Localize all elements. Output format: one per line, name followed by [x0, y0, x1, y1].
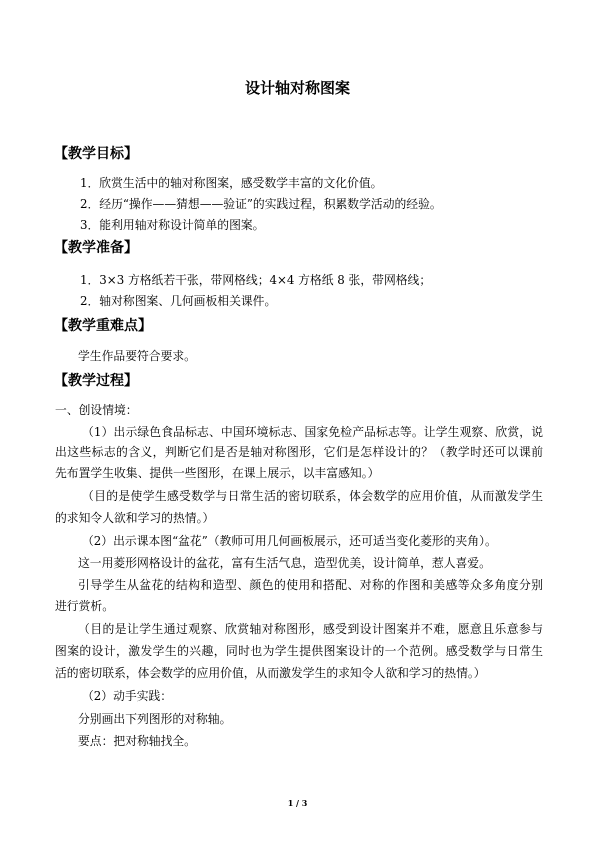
goal-item: 1．欣赏生活中的轴对称图案，感受数学丰富的文化价值。 — [80, 176, 383, 190]
paragraph-line: （目的是让学生通过观察、欣赏轴对称图形，感受到设计图案并不难，愿意且乐意参与 — [78, 622, 543, 636]
paragraph-line: （目的是使学生感受数学与日常生活的密切联系，体会数学的应用价值，从而激发学生 — [82, 489, 543, 503]
process-subheading: （2）动手实践： — [82, 689, 173, 703]
paragraph-line: 进行赏析。 — [55, 599, 114, 613]
paragraph-line: 图案的设计，激发学生的兴趣，同时也为学生提供图案设计的一个范例。感受数学与日常生 — [55, 644, 543, 658]
paragraph-line: 先布置学生收集、提供一些图形，在课上展示，以丰富感知。） — [55, 466, 380, 480]
paragraph-line: 分别画出下列图形的对称轴。 — [78, 712, 232, 726]
section-heading-preparation: 【教学准备】 — [54, 240, 138, 256]
document-title: 设计轴对称图案 — [244, 79, 350, 97]
section-heading-process: 【教学过程】 — [54, 373, 138, 389]
preparation-item: 1．3×3 方格纸若干张，带网格线；4×4 方格纸 8 张，带网格线； — [80, 273, 432, 287]
paragraph-line: （2）出示课本图“盆花”（教师可用几何画板展示，还可适当变化菱形的夹角）。 — [82, 534, 497, 548]
paragraph-line: 活的密切联系，体会数学的应用价值，从而激发学生的求知令人欲和学习的热情。） — [55, 666, 486, 680]
key-point-item: 学生作品要符合要求。 — [78, 349, 196, 363]
process-subheading: 一、创设情境： — [55, 403, 138, 417]
paragraph-line: 引导学生从盆花的结构和造型、颜色的使用和搭配、对称的作图和美感等众多角度分别 — [78, 578, 543, 592]
goal-item: 3．能利用轴对称设计简单的图案。 — [80, 218, 265, 232]
paragraph-line: （1）出示绿色食品标志、中国环境标志、国家免检产品标志等。让学生观察、欣赏，说 — [82, 425, 543, 439]
paragraph-line: 要点：把对称轴找全。 — [78, 734, 196, 748]
paragraph-line: 的求知令人欲和学习的热情。） — [55, 511, 215, 525]
page-number: 1 / 3 — [287, 798, 308, 808]
paragraph-line: 这一用菱形网格设计的盆花，富有生活气息，造型优美，设计简单，惹人喜爱。 — [78, 556, 491, 570]
preparation-item: 2．轴对称图案、几何画板相关课件。 — [80, 294, 277, 308]
section-heading-key-points: 【教学重难点】 — [54, 318, 152, 334]
section-heading-goals: 【教学目标】 — [54, 146, 138, 162]
goal-item: 2．经历“操作——猜想——验证”的实践过程，积累数学活动的经验。 — [80, 197, 442, 211]
paragraph-line: 出这些标志的含义，判断它们是否是轴对称图形，它们是怎样设计的？（教学时还可以课前 — [55, 445, 543, 459]
